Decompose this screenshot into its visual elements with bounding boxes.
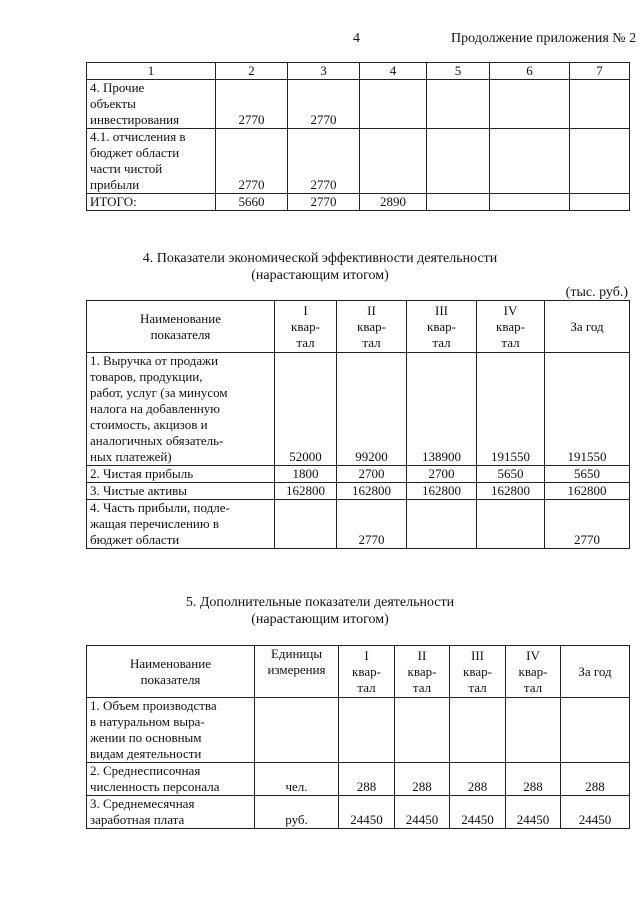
text-line: квар- bbox=[352, 663, 381, 679]
text-line: ных платежей) bbox=[90, 449, 172, 464]
table-row bbox=[87, 353, 630, 466]
cell bbox=[477, 500, 545, 549]
text-line: квар- bbox=[427, 318, 456, 334]
text-line: показателя bbox=[150, 326, 211, 342]
text-line: товаров, продукции, bbox=[90, 369, 203, 384]
cell bbox=[427, 194, 490, 211]
text-line: жении по основным bbox=[90, 730, 202, 745]
text-line: Наименование bbox=[140, 310, 221, 326]
cell: 162800 bbox=[337, 483, 407, 500]
section5-title: 5. Дополнительные показатели деятельности bbox=[185, 595, 455, 610]
text-line: 2. Среднесписочная bbox=[90, 763, 201, 778]
cell bbox=[395, 698, 450, 763]
cell: 1800 bbox=[275, 466, 337, 483]
cell: 5650 bbox=[477, 466, 545, 483]
cell: 162800 bbox=[477, 483, 545, 500]
text-line: I bbox=[303, 302, 308, 318]
text-line: аналогичных обязатель- bbox=[90, 433, 224, 448]
cell: 288 bbox=[450, 763, 506, 796]
col-number: 3 bbox=[288, 63, 360, 80]
text-line: тал bbox=[412, 679, 432, 695]
cell bbox=[275, 500, 337, 549]
continuation-label: Продолжение приложения № 2 bbox=[451, 31, 637, 46]
text-line: III bbox=[435, 302, 448, 318]
text-line: квар- bbox=[407, 663, 437, 679]
text-line: бюджет области bbox=[90, 532, 180, 547]
text-line: Наименование bbox=[130, 655, 211, 671]
table-row bbox=[87, 483, 630, 500]
header-q4 bbox=[506, 646, 561, 698]
text-line: 3. Среднемесячная bbox=[90, 796, 195, 811]
text-line: квар- bbox=[463, 663, 492, 679]
text-line: показателя bbox=[140, 671, 201, 687]
cell bbox=[570, 129, 630, 194]
cell: 52000 bbox=[275, 353, 337, 466]
cell: 5650 bbox=[545, 466, 630, 483]
cell bbox=[561, 698, 630, 763]
text-line: тал bbox=[432, 334, 451, 350]
cell: чел. bbox=[255, 763, 339, 796]
text-line: инвестирования bbox=[90, 112, 180, 127]
section4-subtitle: (нарастающим итогом) bbox=[251, 268, 389, 283]
text-line: видам деятельности bbox=[90, 746, 202, 761]
text-line: квар- bbox=[496, 318, 525, 334]
cell bbox=[407, 500, 477, 549]
header-units bbox=[255, 646, 339, 698]
cell bbox=[360, 129, 427, 194]
cell: 2700 bbox=[407, 466, 477, 483]
row-name bbox=[87, 763, 255, 796]
cell bbox=[490, 194, 570, 211]
cell: 288 bbox=[561, 763, 630, 796]
text-line: тал bbox=[362, 334, 381, 350]
cell bbox=[450, 698, 506, 763]
header-name bbox=[87, 301, 275, 353]
col-number: 1 bbox=[87, 63, 216, 80]
header-q1 bbox=[339, 646, 395, 698]
cell: 24450 bbox=[339, 796, 395, 829]
header-q1 bbox=[275, 301, 337, 353]
column-number-row bbox=[87, 63, 630, 80]
cell: 288 bbox=[339, 763, 395, 796]
text-line: бюджет области bbox=[90, 145, 180, 160]
cell: 162800 bbox=[275, 483, 337, 500]
cell: 24450 bbox=[506, 796, 561, 829]
table-row bbox=[87, 80, 630, 129]
cell: 2770 bbox=[216, 80, 288, 129]
text-line: 1. Выручка от продажи bbox=[90, 353, 219, 368]
cell: 2770 bbox=[337, 500, 407, 549]
cell bbox=[490, 80, 570, 129]
table-row bbox=[87, 466, 630, 483]
col-number: 4 bbox=[360, 63, 427, 80]
cell bbox=[570, 194, 630, 211]
text-line: квар- bbox=[518, 663, 548, 679]
cell: 24450 bbox=[561, 796, 630, 829]
text-line: 4.1. отчисления в bbox=[90, 129, 186, 144]
text-line: IV bbox=[526, 647, 540, 663]
col-number: 5 bbox=[427, 63, 490, 80]
text-line: Единицы bbox=[270, 646, 323, 661]
text-line: тал bbox=[501, 334, 520, 350]
cell bbox=[360, 80, 427, 129]
header-q4 bbox=[477, 301, 545, 353]
cell bbox=[255, 698, 339, 763]
text-line: тал bbox=[523, 679, 543, 695]
cell: 24450 bbox=[450, 796, 506, 829]
cell: 2770 bbox=[216, 129, 288, 194]
section4-title: 4. Показатели экономической эффективности деятельности bbox=[142, 251, 498, 266]
page-number: 4 bbox=[353, 31, 360, 46]
cell: 2890 bbox=[360, 194, 427, 211]
text-line: заработная плата bbox=[90, 812, 185, 827]
row-name: 3. Чистые активы bbox=[87, 483, 275, 500]
cell bbox=[427, 80, 490, 129]
header-year: За год bbox=[561, 646, 630, 698]
row-name bbox=[87, 129, 216, 194]
cell: 99200 bbox=[337, 353, 407, 466]
col-number: 6 bbox=[490, 63, 570, 80]
text-line: работ, услуг (за минусом bbox=[90, 385, 228, 400]
cell: 24450 bbox=[395, 796, 450, 829]
text-line: тал bbox=[296, 334, 315, 350]
text-line: жащая перечислению в bbox=[90, 516, 219, 531]
text-line: стоимость, акцизов и bbox=[90, 417, 208, 432]
text-line: 4. Прочие bbox=[90, 80, 145, 95]
row-name bbox=[87, 796, 255, 829]
table-row bbox=[87, 796, 630, 829]
row-name: 2. Чистая прибыль bbox=[87, 466, 275, 483]
cell bbox=[339, 698, 395, 763]
header-q2 bbox=[395, 646, 450, 698]
table-row bbox=[87, 763, 630, 796]
header-q3 bbox=[407, 301, 477, 353]
cell: 2770 bbox=[288, 129, 360, 194]
table-investments bbox=[86, 62, 630, 211]
cell: 288 bbox=[506, 763, 561, 796]
header-name bbox=[87, 646, 255, 698]
text-line: измерения bbox=[267, 662, 326, 677]
text-line: II bbox=[367, 302, 376, 318]
header-q2 bbox=[337, 301, 407, 353]
col-number: 7 bbox=[570, 63, 630, 80]
cell bbox=[570, 80, 630, 129]
text-line: части чистой bbox=[90, 161, 163, 176]
text-line: II bbox=[417, 647, 427, 663]
text-line: 4. Часть прибыли, подле- bbox=[90, 500, 230, 515]
cell: 191550 bbox=[545, 353, 630, 466]
table-additional bbox=[86, 645, 630, 829]
row-name bbox=[87, 698, 255, 763]
text-line: в натуральном выра- bbox=[90, 714, 205, 729]
cell: 2770 bbox=[288, 194, 360, 211]
table-row bbox=[87, 194, 630, 211]
cell: 288 bbox=[395, 763, 450, 796]
row-name bbox=[87, 80, 216, 129]
cell: 162800 bbox=[407, 483, 477, 500]
table-row bbox=[87, 698, 630, 763]
cell bbox=[490, 129, 570, 194]
text-line: тал bbox=[357, 679, 376, 695]
cell: 138900 bbox=[407, 353, 477, 466]
text-line: III bbox=[471, 647, 484, 663]
table-row bbox=[87, 500, 630, 549]
cell: руб. bbox=[255, 796, 339, 829]
text-line: ИТОГО: bbox=[90, 194, 137, 209]
text-line: объекты bbox=[90, 96, 136, 111]
units-label: (тыс. руб.) bbox=[565, 285, 628, 300]
header-row bbox=[87, 646, 630, 698]
text-line: квар- bbox=[291, 318, 320, 334]
text-line: налога на добавленную bbox=[90, 401, 221, 416]
section5-subtitle: (нарастающим итогом) bbox=[251, 612, 389, 627]
text-line: квар- bbox=[357, 318, 386, 334]
text-line: 1. Объем производства bbox=[90, 698, 217, 713]
table-efficiency bbox=[86, 300, 630, 549]
cell: 2770 bbox=[288, 80, 360, 129]
cell: 2700 bbox=[337, 466, 407, 483]
header-year: За год bbox=[545, 301, 630, 353]
cell: 191550 bbox=[477, 353, 545, 466]
cell: 2770 bbox=[545, 500, 630, 549]
header-q3 bbox=[450, 646, 506, 698]
row-name bbox=[87, 194, 216, 211]
cell bbox=[506, 698, 561, 763]
cell: 5660 bbox=[216, 194, 288, 211]
text-line: IV bbox=[503, 302, 518, 318]
text-line: численность персонала bbox=[90, 779, 220, 794]
header-row bbox=[87, 301, 630, 353]
cell bbox=[427, 129, 490, 194]
col-number: 2 bbox=[216, 63, 288, 80]
row-name bbox=[87, 353, 275, 466]
table-row bbox=[87, 129, 630, 194]
text-line: тал bbox=[468, 679, 487, 695]
text-line: I bbox=[364, 647, 369, 663]
row-name bbox=[87, 500, 275, 549]
cell: 162800 bbox=[545, 483, 630, 500]
text-line: прибыли bbox=[90, 177, 140, 192]
